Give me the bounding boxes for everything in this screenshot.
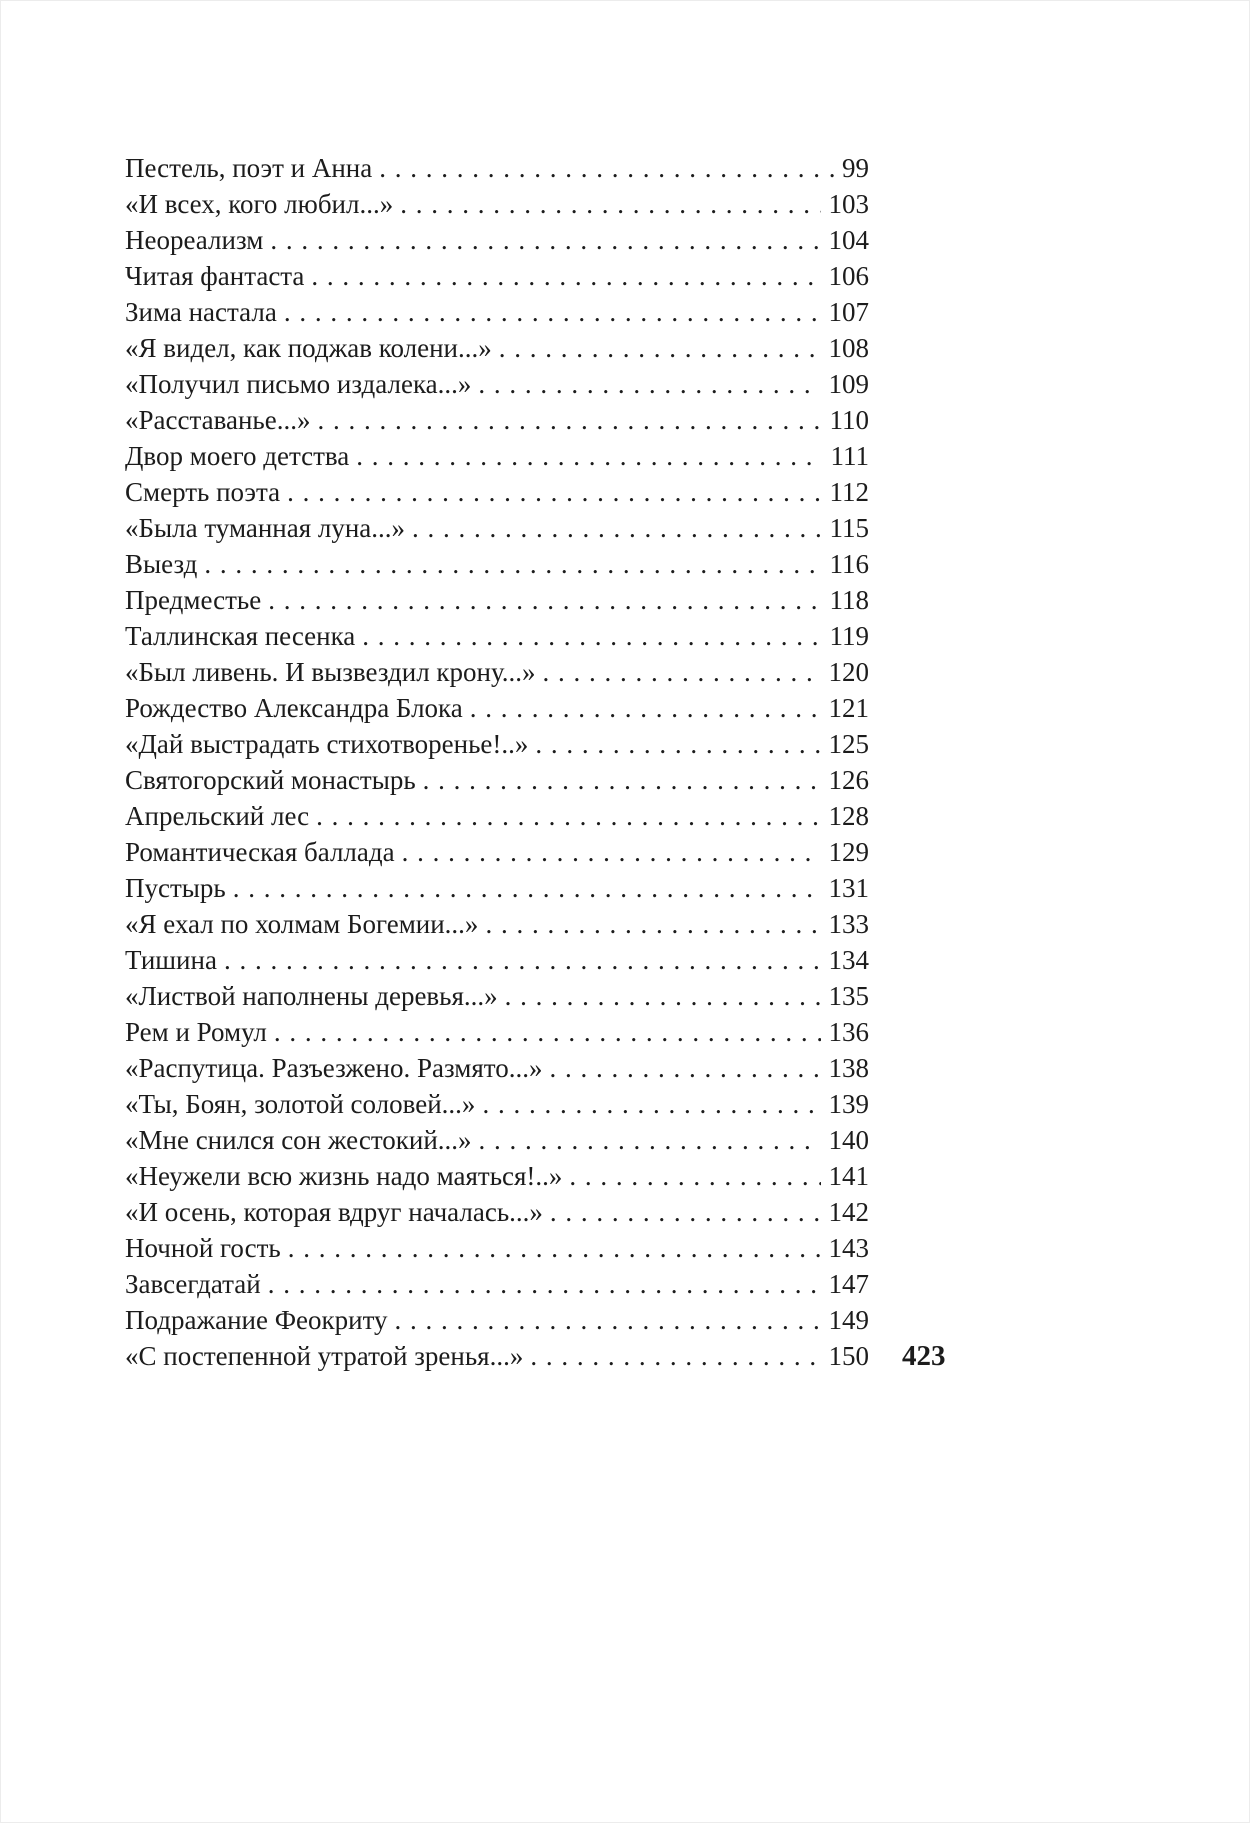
toc-entry-title: Смерть поэта — [125, 477, 281, 507]
dot-leader — [402, 834, 821, 870]
toc-entry-title: Читая фантаста — [125, 261, 305, 291]
toc-entry — [125, 798, 869, 834]
toc-entry — [125, 150, 869, 186]
toc-entry-page-number: 129 — [828, 837, 869, 867]
toc-entry-title: Двор моего детства — [125, 441, 350, 471]
toc-entry — [125, 1050, 869, 1086]
toc-entry — [125, 942, 869, 978]
dot-leader — [362, 618, 821, 654]
dot-leader — [400, 186, 820, 222]
toc-entry-page-number: 112 — [829, 477, 869, 507]
toc-entry — [125, 1230, 869, 1266]
toc-entry — [125, 546, 869, 582]
toc-entry — [125, 906, 869, 942]
toc-entry-title: Рождество Александра Блока — [125, 693, 463, 723]
toc-entry-page-number: 136 — [828, 1017, 869, 1047]
toc-entry-page-number: 134 — [828, 945, 869, 975]
dot-leader — [550, 1194, 821, 1230]
toc-entry — [125, 330, 869, 366]
toc-entry-page-number: 116 — [829, 549, 869, 579]
toc-entry-title: «Неужели всю жизнь надо маяться!..» — [125, 1161, 563, 1191]
dot-leader — [395, 1302, 821, 1338]
toc-entry — [125, 1302, 869, 1338]
dot-leader — [482, 1086, 820, 1122]
toc-entry-title: «Был ливень. И вызвездил крону...» — [125, 657, 536, 687]
toc-entry-page-number: 128 — [828, 801, 869, 831]
dot-leader — [479, 1122, 821, 1158]
toc-entry-title: «И всех, кого любил...» — [125, 189, 394, 219]
dot-leader — [224, 942, 821, 978]
dot-leader — [543, 654, 821, 690]
toc-entry-page-number: 115 — [829, 513, 869, 543]
toc-entry — [125, 582, 869, 618]
dot-leader — [274, 1014, 821, 1050]
toc-entry-title: «Расставанье...» — [125, 405, 311, 435]
toc-list — [125, 150, 869, 1374]
dot-leader — [530, 1338, 820, 1374]
dot-leader — [569, 1158, 820, 1194]
toc-entry-title: «Мне снился сон жестокий...» — [125, 1125, 472, 1155]
toc-entry-title: Подражание Феокриту — [125, 1305, 388, 1335]
toc-entry — [125, 654, 869, 690]
toc-entry — [125, 618, 869, 654]
dot-leader — [412, 510, 821, 546]
dot-leader — [499, 330, 821, 366]
toc-entry-title: «Я ехал по холмам Богемии...» — [125, 909, 479, 939]
toc-entry — [125, 474, 869, 510]
toc-entry-title: Апрельский лес — [125, 801, 310, 831]
dot-leader — [316, 798, 820, 834]
toc-entry-title: Пестель, поэт и Анна — [125, 153, 373, 183]
toc-entry-page-number: 133 — [828, 909, 869, 939]
toc-entry — [125, 834, 869, 870]
toc-entry — [125, 1266, 869, 1302]
toc-entry-title: Зима настала — [125, 297, 277, 327]
dot-leader — [268, 1266, 821, 1302]
toc-entry-page-number: 139 — [828, 1089, 869, 1119]
toc-entry-page-number: 135 — [828, 981, 869, 1011]
toc-entry — [125, 978, 869, 1014]
dot-leader — [204, 546, 821, 582]
toc-entry-title: «Была туманная луна...» — [125, 513, 406, 543]
toc-entry-page-number: 111 — [830, 441, 869, 471]
toc-entry — [125, 762, 869, 798]
toc-entry-title: Романтическая баллада — [125, 837, 395, 867]
toc-entry-page-number: 143 — [828, 1233, 869, 1263]
toc-entry-title: Предместье — [125, 585, 262, 615]
dot-leader — [379, 150, 834, 186]
toc-entry-page-number: 107 — [828, 297, 869, 327]
toc-entry-page-number: 126 — [828, 765, 869, 795]
dot-leader — [284, 294, 821, 330]
toc-entry-title: Тишина — [125, 945, 217, 975]
toc-entry — [125, 186, 869, 222]
toc-entry — [125, 1194, 869, 1230]
dot-leader — [270, 222, 820, 258]
toc-entry-page-number: 141 — [828, 1161, 869, 1191]
dot-leader — [311, 258, 820, 294]
toc-entry — [125, 294, 869, 330]
toc-entry — [125, 726, 869, 762]
toc-entry — [125, 510, 869, 546]
toc-entry — [125, 690, 869, 726]
dot-leader — [505, 978, 821, 1014]
dot-leader — [470, 690, 821, 726]
toc-entry-page-number: 140 — [828, 1125, 869, 1155]
toc-entry-page-number: 99 — [842, 153, 869, 183]
toc-entry-title: «И осень, которая вдруг началась...» — [125, 1197, 543, 1227]
toc-entry — [125, 366, 869, 402]
toc-entry-page-number: 103 — [828, 189, 869, 219]
toc-entry-page-number: 150 — [828, 1341, 869, 1371]
dot-leader — [288, 1230, 821, 1266]
dot-leader — [317, 402, 821, 438]
toc-entry-page-number: 125 — [828, 729, 869, 759]
toc-entry — [125, 222, 869, 258]
toc-entry — [125, 1014, 869, 1050]
toc-entry-page-number: 106 — [828, 261, 869, 291]
toc-entry-title: «Листвой наполнены деревья...» — [125, 981, 498, 1011]
toc-entry-title: Выезд — [125, 549, 198, 579]
page-number: 423 — [902, 1340, 946, 1372]
toc-entry-title: Завсегдатай — [125, 1269, 261, 1299]
toc-entry-title: «Получил письмо издалека...» — [125, 369, 472, 399]
toc-entry-page-number: 138 — [828, 1053, 869, 1083]
toc-entry-page-number: 119 — [829, 621, 869, 651]
toc-entry-title: «Ты, Боян, золотой соловей...» — [125, 1089, 476, 1119]
toc-entry-page-number: 104 — [828, 225, 869, 255]
toc-entry — [125, 1158, 869, 1194]
toc-entry-title: «Распутица. Разъезжено. Размято...» — [125, 1053, 543, 1083]
dot-leader — [478, 366, 820, 402]
toc-entry-title: «Я видел, как поджав колени...» — [125, 333, 492, 363]
toc-entry-page-number: 120 — [828, 657, 869, 687]
dot-leader — [268, 582, 821, 618]
dot-leader — [550, 1050, 821, 1086]
toc-entry-title: Пустырь — [125, 873, 226, 903]
toc-entry — [125, 870, 869, 906]
dot-leader — [423, 762, 821, 798]
toc-entry-page-number: 118 — [829, 585, 869, 615]
toc-entry-title: Таллинская песенка — [125, 621, 356, 651]
dot-leader — [287, 474, 821, 510]
toc-entry-page-number: 108 — [828, 333, 869, 363]
toc-entry — [125, 1338, 869, 1374]
toc-entry-page-number: 149 — [828, 1305, 869, 1335]
toc-entry — [125, 258, 869, 294]
dot-leader — [535, 726, 820, 762]
toc-entry-page-number: 147 — [828, 1269, 869, 1299]
toc-entry — [125, 1122, 869, 1158]
toc-entry-title: «С постепенной утратой зренья...» — [125, 1341, 524, 1371]
toc-entry-page-number: 142 — [828, 1197, 869, 1227]
toc-entry — [125, 1086, 869, 1122]
toc-entry-title: Ночной гость — [125, 1233, 281, 1263]
toc-entry — [125, 402, 869, 438]
toc-entry-page-number: 131 — [828, 873, 869, 903]
toc-entry-page-number: 110 — [829, 405, 869, 435]
dot-leader — [485, 906, 820, 942]
toc-entry-page-number: 109 — [828, 369, 869, 399]
toc-entry — [125, 438, 869, 474]
toc-entry-title: Неореализм — [125, 225, 264, 255]
toc-entry-title: Рем и Ромул — [125, 1017, 267, 1047]
dot-leader — [233, 870, 821, 906]
dot-leader — [356, 438, 822, 474]
toc-entry-page-number: 121 — [828, 693, 869, 723]
toc-entry-title: «Дай выстрадать стихотворенье!..» — [125, 729, 529, 759]
toc-entry-title: Святогорский монастырь — [125, 765, 416, 795]
